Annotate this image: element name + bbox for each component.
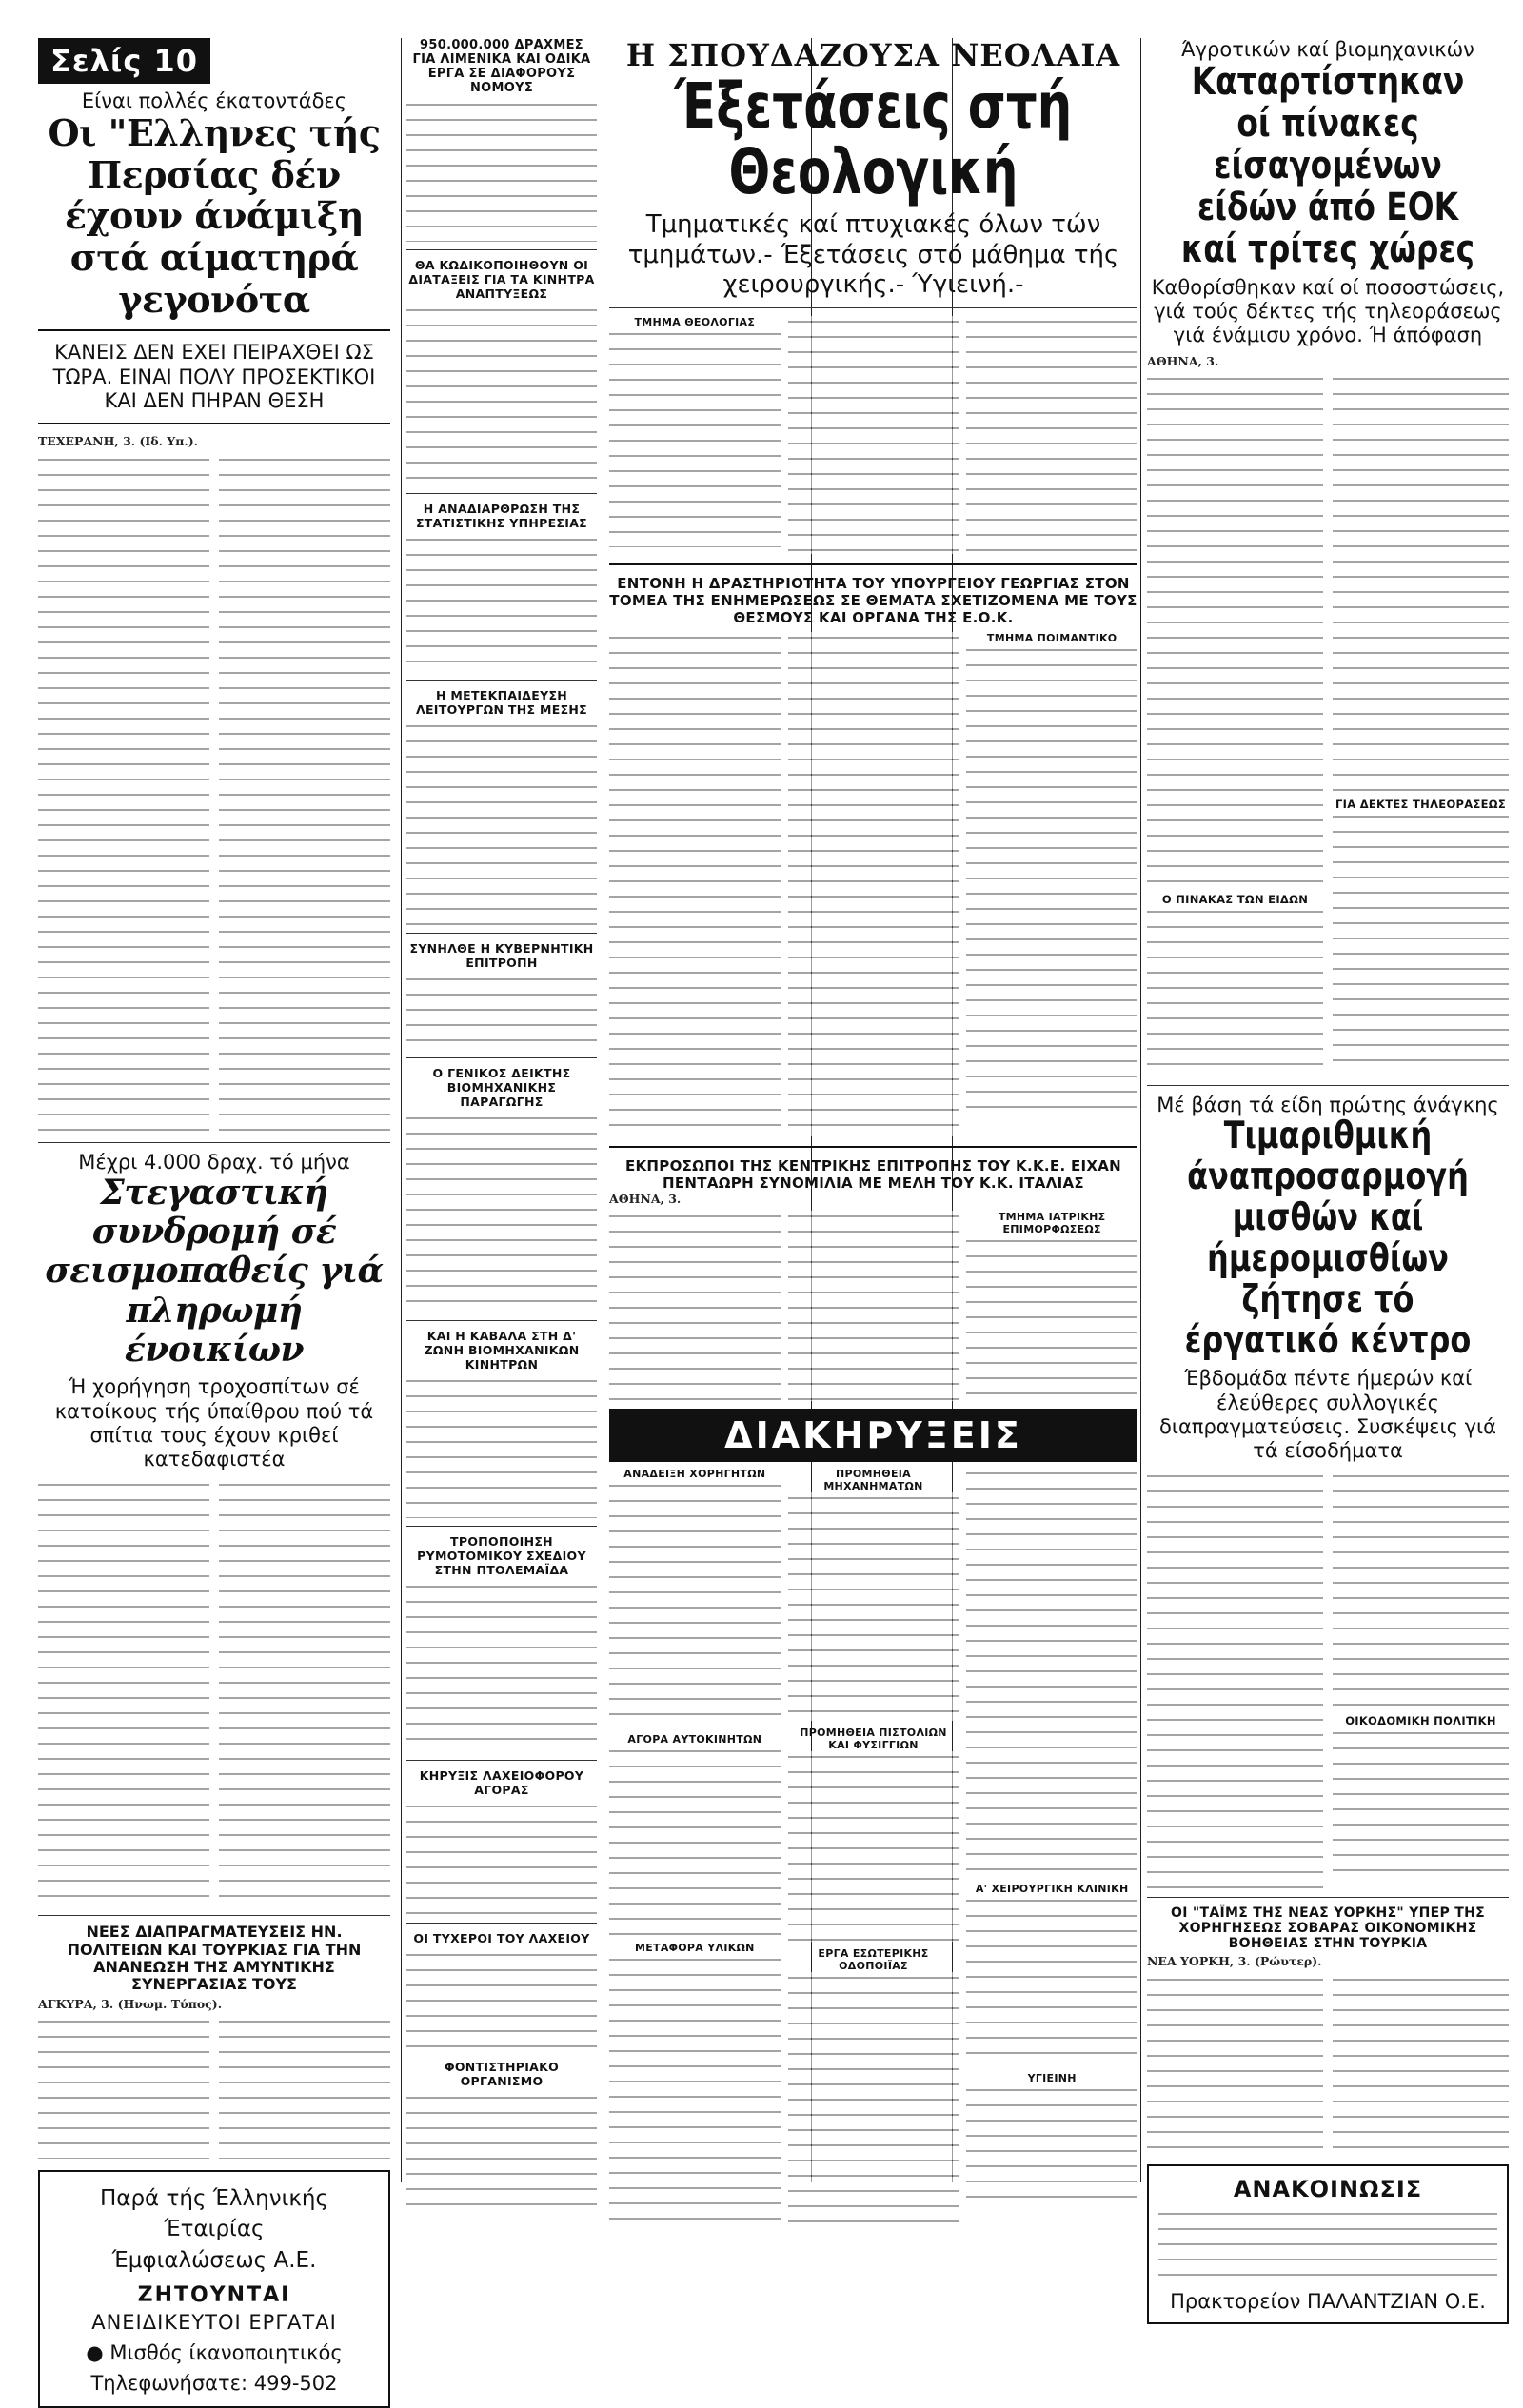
job-advertisement: [38, 2170, 390, 2408]
story-headline: ΕΝΤΟΝΗ Η ΔΡΑΣΤΗΡΙΟΤΗΤΑ ΤΟΥ ΥΠΟΥΡΓΕΙΟΥ ΓΕΩΡΓΙΑΣ ΣΤΟΝ ΤΟΜΕΑ ΤΗΣ ΕΝΗΜΕΡΩΣΕΩΣ ΣΕ ΘΕΜΑΤΑ ΣΧΕΤΙΖΟΜΕΝΑ ΜΕ ΤΟΥΣ ΘΕΣΜΟΥΣ ΚΑΙ ΟΡΓΑΝΑ ΤΗΣ Ε.Ο.Κ.: [609, 574, 1137, 626]
story-headline: Στεγαστική συνδρομή σέ σεισμοπαθείς γιά πληρωμή ένοικίων: [45, 1172, 384, 1371]
tender-heading: ΥΓΙΕΙΝΗ: [1027, 2072, 1077, 2085]
story-headline: ΕΚΠΡΟΣΩΠΟΙ ΤΗΣ ΚΕΝΤΡΙΚΗΣ ΕΠΙΤΡΟΠΗΣ ΤΟΥ Κ.Κ.Ε. ΕΙΧΑΝ ΠΕΝΤΑΩΡΗ ΣΥΝΟΜΙΛΙΑ ΜΕ ΜΕΛΗ ΤΟΥ Κ.Κ. ΙΤΑΛΙΑΣ: [624, 1156, 1122, 1192]
story-kicker: Είναι πολλές έκατοντάδες: [81, 89, 347, 112]
story-subheading: ΟΙΚΟΔΟΜΙΚΗ ΠΟΛΙΤΙΚΗ: [1345, 1714, 1496, 1728]
tender-heading: ΠΡΟΜΗΘΕΙΑ ΜΗΧΑΝΗΜΑΤΩΝ: [823, 1468, 923, 1493]
brief-headline: Η ΜΕΤΕΚΠΑΙΔΕΥΣΗ ΛΕΙΤΟΥΡΓΩΝ ΤΗΣ ΜΕΣΗΣ: [415, 688, 588, 717]
story-dateline: ΤΕΧΕΡΑΝΗ, 3. (Ιδ. Υπ.).: [38, 434, 198, 448]
brief-headline: ΣΥΝΗΛΘΕ Η ΚΥΒΕΡΝΗΤΙΚΗ ΕΠΙΤΡΟΠΗ: [409, 941, 594, 970]
story-body-text: [609, 632, 1137, 1136]
story-body-text: [38, 454, 390, 1135]
ad-company-line: Παρά τής Έλληνικής Έταιρίας: [100, 2186, 328, 2242]
column-rule: [401, 38, 402, 2182]
story-dateline: ΑΘΗΝΑ, 3.: [609, 1191, 682, 1206]
story-deck: Τμηματικές καί πτυχιακές όλων τών τμημάτων.- Έξετάσεις στό μάθημα τής χειρουργικής.- Ύγιεινή.-: [627, 210, 1119, 299]
tenders-list: [609, 1468, 1137, 2220]
tender-heading: ΜΕΤΑΦΟΡΑ ΥΛΙΚΩΝ: [634, 1942, 755, 1955]
story-body-text: [38, 2016, 390, 2159]
section-banner: ΔΙΑΚΗΡΥΞΕΙΣ: [609, 1409, 1137, 1462]
story-deck: Καθορίσθηκαν καί οί ποσοστώσεις, γιά τούς δέκτες τής τηλεοράσεως γιά ένάμισυ χρόνο. Ή άπόφαση: [1151, 276, 1505, 347]
story-body-text: [38, 1479, 390, 1907]
story-deck: Έβδομάδα πέντε ήμερών καί έλεύθερες συλλογικές διαπραγματεύσεις. Συσκέψεις γιά τά είσοδήματα: [1159, 1367, 1496, 1462]
brief-headline: ΚΑΙ Η ΚΑΒΑΛΑ ΣΤΗ Δ' ΖΩΝΗ ΒΙΟΜΗΧΑΝΙΚΩΝ ΚΙΝΗΤΡΩΝ: [424, 1329, 580, 1372]
story-dateline: ΑΓΚΥΡΑ, 3. (Ηνωμ. Τύπος).: [38, 1996, 223, 2011]
department-heading: ΤΜΗΜΑ ΘΕΟΛΟΓΙΑΣ: [634, 315, 756, 328]
story-deck: ΚΑΝΕΙΣ ΔΕΝ ΕΧΕΙ ΠΕΙΡΑΧΘΕΙ ΩΣ ΤΩΡΑ. ΕΙΝΑΙ ΠΟΛΥ ΠΡΟΣΕΚΤΙΚΟΙ ΚΑΙ ΔΕΝ ΠΗΡΑΝ ΘΕΣΗ: [52, 341, 376, 412]
tender-heading: Α' ΧΕΙΡΟΥΡΓΙΚΗ ΚΛΙΝΙΚΗ: [975, 1883, 1129, 1896]
tender-heading: ΑΓΟΡΑ ΑΥΤΟΚΙΝΗΤΩΝ: [627, 1733, 762, 1747]
ad-salary: ● Μισθός ίκανοποιητικός: [86, 2340, 343, 2364]
story-kicker: Μέ βάση τά είδη πρώτης άνάγκης: [1157, 1094, 1499, 1117]
department-heading: ΤΜΗΜΑ ΙΑΤΡΙΚΗΣ ΕΠΙΜΟΡΦΩΣΕΩΣ: [998, 1211, 1106, 1236]
story-subheading: Ο ΠΙΝΑΚΑΣ ΤΩΝ ΕΙΔΩΝ: [1161, 893, 1309, 907]
ad-company-line: Έμφιαλώσεως Α.Ε.: [111, 2247, 317, 2273]
notice-box: [1147, 2164, 1509, 2324]
notice-footer: Πρακτορείον ΠΑΛΑΝΤΖΙΑΝ Ο.Ε.: [1170, 2289, 1486, 2313]
story-headline: Τιμαριθμική άναπροσαρμογή μισθών καί ήμερομισθίων ζήτησε τό έργατικό κέντρο: [1184, 1115, 1472, 1362]
page-section-label: Σελίς 10: [38, 38, 210, 84]
column-right: [1147, 38, 1509, 2313]
brief-headline: ΤΡΟΠΟΠΟΙΗΣΗ ΡΥΜΟΤΟΜΙΚΟΥ ΣΧΕΔΙΟΥ ΣΤΗΝ ΠΤΟΛΕΜΑΪΔΑ: [417, 1534, 586, 1577]
story-dateline: ΑΘΗΝΑ, 3.: [1147, 353, 1219, 368]
tender-heading: ΑΝΑΔΕΙΞΗ ΧΟΡΗΓΗΤΩΝ: [623, 1468, 766, 1481]
story-body-text: [1147, 1974, 1509, 2155]
story-body-text: [609, 1211, 1137, 1401]
ad-phone: Τηλεφωνήσατε: 499-502: [90, 2371, 338, 2395]
brief-headline: ΘΑ ΚΩΔΙΚΟΠΟΙΗΘΟΥΝ ΟΙ ΔΙΑΤΑΞΕΙΣ ΓΙΑ ΤΑ ΚΙΝΗΤΡΑ ΑΝΑΠΤΥΞΕΩΣ: [408, 258, 595, 301]
tender-heading: ΕΡΓΑ ΕΣΩΤΕΡΙΚΗΣ ΟΔΟΠΟΙΪΑΣ: [818, 1947, 929, 1973]
column-briefs: [406, 38, 597, 2182]
story-kicker: Η ΣΠΟΥΔΑΖΟΥΣΑ ΝΕΟΛΑΙΑ: [625, 37, 1121, 73]
brief-headline: ΦΟΝΤΙΣΤΗΡΙΑΚΟ ΟΡΓΑΝΙΣΜΟ: [444, 2060, 560, 2088]
tender-heading: ΠΡΟΜΗΘΕΙΑ ΠΙΣΤΟΛΙΩΝ ΚΑΙ ΦΥΣΙΓΓΙΩΝ: [800, 1727, 947, 1752]
brief-headline: 950.000.000 ΔΡΑΧΜΕΣ ΓΙΑ ΛΙΜΕΝΙΚΑ ΚΑΙ ΟΔΙΚΑ ΕΡΓΑ ΣΕ ΔΙΑΦΟΡΟΥΣ ΝΟΜΟΥΣ: [412, 38, 591, 95]
notice-title: ΑΝΑΚΟΙΝΩΣΙΣ: [1233, 2175, 1423, 2202]
story-deck: Ή χορήγηση τροχοσπίτων σέ κατοίκους τής ύπαίθρου πού τά σπίτια τους έχουν κριθεί κατεδαφιστέα: [54, 1375, 374, 1471]
story-headline: Καταρτίστηκαν οί πίνακες είσαγομένων είδών άπό ΕΟΚ καί τρίτες χώρες: [1180, 60, 1475, 271]
story-subheading: ΓΙΑ ΔΕΚΤΕΣ ΤΗΛΕΟΡΑΣΕΩΣ: [1335, 798, 1506, 812]
story-body-text: [1147, 373, 1509, 1077]
column-left: [38, 38, 390, 2395]
story-headline: Οι "Ελληνες τής Περσίας δέν έχουν άνάμιξη στά αίματηρά γεγονότα: [48, 111, 381, 321]
ad-position: ΑΝΕΙΔΙΚΕΥΤΟΙ ΕΡΓΑΤΑΙ: [91, 2310, 337, 2334]
story-kicker: Άγροτικών καί βιομηχανικών: [1181, 38, 1474, 61]
story-body-text: [609, 316, 1137, 554]
column-rule: [1140, 38, 1141, 2182]
story-headline: ΟΙ "ΤΑΪΜΣ ΤΗΣ ΝΕΑΣ ΥΟΡΚΗΣ" ΥΠΕΡ ΤΗΣ ΧΟΡΗΓΗΣΕΩΣ ΣΟΒΑΡΑΣ ΟΙΚΟΝΟΜΙΚΗΣ ΒΟΗΘΕΙΑΣ ΣΤΗΝ ΤΟΥΡΚΙΑ: [1171, 1905, 1485, 1952]
brief-headline: Η ΑΝΑΔΙΑΡΘΡΩΣΗ ΤΗΣ ΣΤΑΤΙΣΤΙΚΗΣ ΥΠΗΡΕΣΙΑΣ: [415, 502, 588, 530]
story-body-text: [1147, 1470, 1509, 1889]
story-headline: ΝΕΕΣ ΔΙΑΠΡΑΓΜΑΤΕΥΣΕΙΣ ΗΝ. ΠΟΛΙΤΕΙΩΝ ΚΑΙ ΤΟΥΡΚΙΑΣ ΓΙΑ ΤΗΝ ΑΝΑΝΕΩΣΗ ΤΗΣ ΑΜΥΝΤΙΚΗΣ ΣΥΝΕΡΓΑΣΙΑΣ ΤΟΥΣ: [67, 1923, 362, 1994]
brief-headline: ΚΗΡΥΞΙΣ ΛΑΧΕΙΟΦΟΡΟΥ ΑΓΟΡΑΣ: [419, 1768, 584, 1797]
brief-headline: ΟΙ ΤΥΧΕΡΟΙ ΤΟΥ ΛΑΧΕΙΟΥ: [413, 1931, 590, 1945]
story-headline: Έξετάσεις στή Θεολογική: [674, 69, 1073, 209]
ad-wanted: ΖΗΤΟΥΝΤΑΙ: [137, 2282, 291, 2307]
column-center: [609, 38, 1137, 2182]
story-dateline: ΝΕΑ ΥΟΡΚΗ, 3. (Ρώυτερ).: [1147, 1954, 1322, 1969]
department-heading: ΤΜΗΜΑ ΠΟΙΜΑΝΤΙΚΟ: [986, 631, 1118, 644]
brief-headline: Ο ΓΕΝΙΚΟΣ ΔΕΙΚΤΗΣ ΒΙΟΜΗΧΑΝΙΚΗΣ ΠΑΡΑΓΩΓΗΣ: [432, 1066, 571, 1109]
story-kicker: Μέχρι 4.000 δραχ. τό μήνα: [78, 1150, 350, 1174]
